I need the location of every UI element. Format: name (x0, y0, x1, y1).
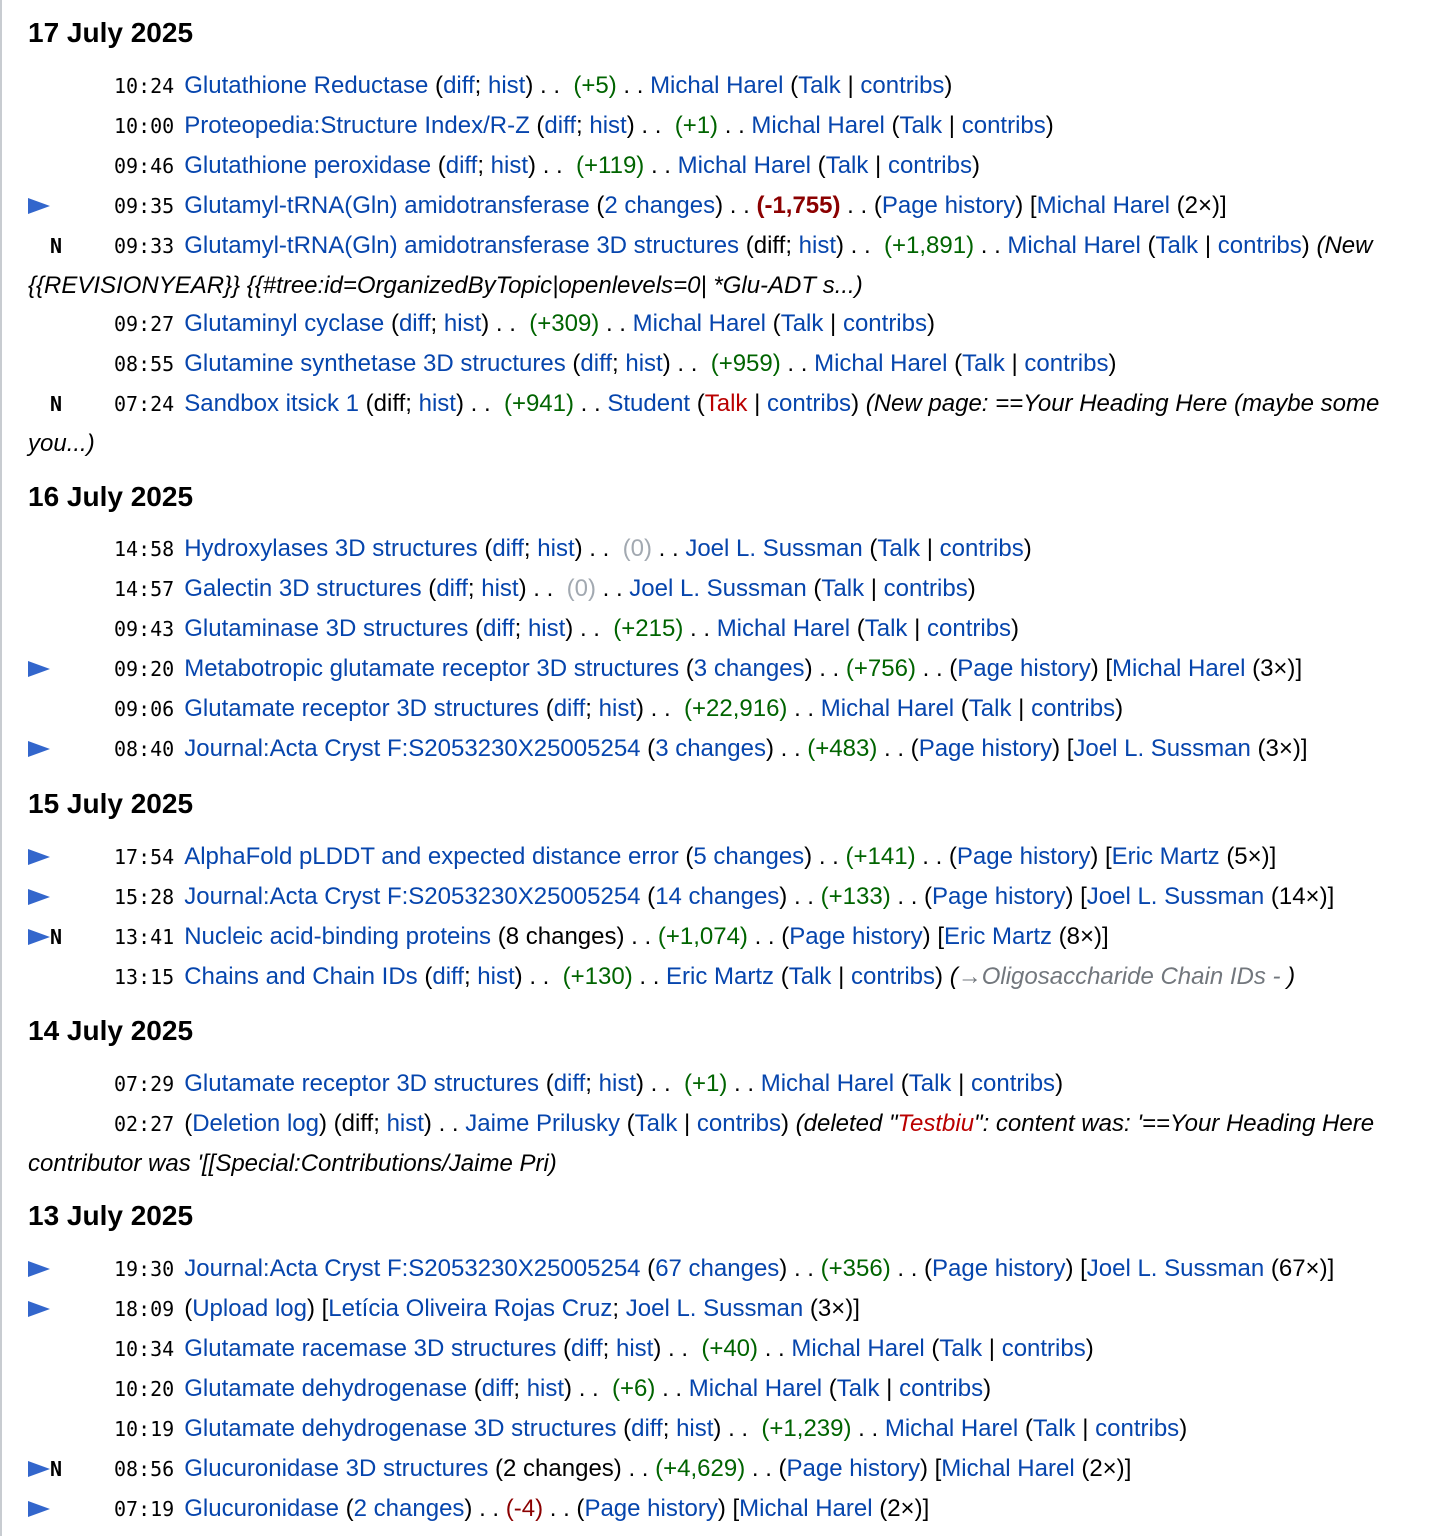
talk-link[interactable]: Talk (962, 350, 1005, 377)
user-link[interactable]: Eric Martz (943, 923, 1052, 950)
change-time: 19:30 (114, 1257, 175, 1281)
edit-count: (67×) (1270, 1255, 1328, 1282)
changes-text: 8 changes (505, 923, 617, 950)
new-page-flag: N (50, 925, 63, 949)
change-time: 10:20 (114, 1377, 175, 1401)
change-row: 10:00 Proteopedia:Structure Index/R-Z (diff; hist) . . (+1) . . Michal Harel (Talk | contribs) (114, 112, 1054, 139)
diff-text: diff (373, 390, 406, 417)
change-row: 10:19 Glutamate dehydrogenase 3D structures (diff; hist) . . (+1,239) . . Michal Harel (Talk | contribs) (114, 1415, 1188, 1442)
grouped-change-row: 08:40 Journal:Acta Cryst F:S2053230X25005254 (3 changes) . . (+483) . . (Page history) [Joel L. Sussman (3×)] (28, 729, 1454, 769)
size-change: (0) (622, 535, 652, 562)
diff-link[interactable]: diff (631, 1415, 663, 1442)
contribs-link[interactable]: contribs (961, 112, 1046, 139)
user-link[interactable]: Joel L. Sussman (685, 535, 863, 562)
changes-link[interactable]: 2 changes (353, 1495, 465, 1522)
change-time: 08:40 (114, 737, 175, 761)
changes-text: 2 changes (503, 1455, 614, 1482)
user-link[interactable]: Michal Harel (739, 1495, 873, 1522)
user-link[interactable]: Michal Harel (814, 350, 948, 377)
user-link[interactable]: Michal Harel (632, 310, 767, 337)
page-title-link[interactable]: AlphaFold pLDDT and expected distance error (184, 843, 679, 870)
hist-link[interactable]: hist (477, 963, 515, 990)
log-summary-continued: contributor was '[[Special:Contributions/Jaime Pri) (28, 1150, 557, 1177)
size-change: (+356) (820, 1255, 891, 1282)
hist-link[interactable]: hist (481, 575, 519, 602)
page-history-link[interactable]: Page history (918, 735, 1053, 762)
edit-count: (3×) (1252, 655, 1296, 682)
expand-arrow-icon[interactable] (28, 186, 50, 226)
hist-link[interactable]: hist (798, 232, 837, 259)
page-title-link[interactable]: Glutamine synthetase 3D structures (184, 350, 566, 377)
hist-link[interactable]: hist (490, 152, 529, 179)
talk-link[interactable]: Talk (864, 615, 908, 642)
diff-link[interactable]: diff (481, 1375, 514, 1402)
page-title-link[interactable]: Proteopedia:Structure Index/R-Z (184, 112, 530, 139)
user-link[interactable]: Eric Martz (666, 963, 775, 990)
contribs-link[interactable]: contribs (883, 575, 968, 602)
change-time: 09:20 (114, 657, 175, 681)
size-change: (+6) (612, 1375, 656, 1402)
page-title-link[interactable]: Nucleic acid-binding proteins (184, 923, 492, 950)
diff-link[interactable]: diff (553, 695, 586, 722)
new-page-flag: N (50, 1457, 63, 1481)
change-row: N 09:33 Glutamyl-tRNA(Gln) amidotransferase 3D structures (diff; hist) . . (+1,891) . . Michal Harel (Talk | contribs) (New {{REVISIONYEAR}} {{#tree:id=OrganizedByTopic|openlevels=0| *Glu-ADT s...) (28, 226, 1454, 306)
day-group (28, 16, 1454, 50)
talk-link[interactable]: Talk (821, 575, 865, 602)
day-heading: 16 July 2025 (28, 481, 194, 512)
size-change: (+1) (684, 1070, 728, 1097)
page-title-link[interactable]: Glutathione Reductase (184, 72, 429, 99)
edit-count: (5×) (1226, 843, 1270, 870)
change-row: 09:06 Glutamate receptor 3D structures (diff; hist) . . (+22,916) . . Michal Harel (Talk | contribs) (114, 695, 1124, 722)
user-link[interactable]: Michal Harel (791, 1335, 925, 1362)
size-change: (+141) (845, 843, 916, 870)
changes-link[interactable]: 67 changes (655, 1255, 780, 1282)
user-link[interactable]: Eric Martz (1111, 843, 1220, 870)
change-time: 08:56 (114, 1457, 175, 1481)
edit-count: (8×) (1058, 923, 1103, 950)
changes-link[interactable]: 3 changes (693, 655, 805, 682)
day-group (28, 787, 1454, 821)
talk-link[interactable]: Talk (825, 152, 869, 179)
new-page-flag: N (50, 234, 63, 258)
day-heading: 15 July 2025 (28, 788, 194, 819)
user-link[interactable]: Michal Harel (884, 1415, 1019, 1442)
change-time: 10:34 (114, 1337, 175, 1361)
contribs-link[interactable]: contribs (842, 310, 927, 337)
change-time: 07:29 (114, 1072, 175, 1096)
contribs-link[interactable]: contribs (1031, 695, 1116, 722)
size-change: (+22,916) (684, 695, 788, 722)
hist-link[interactable]: hist (443, 310, 482, 337)
grouped-change-row: 15:28 Journal:Acta Cryst F:S2053230X25005254 (14 changes) . . (+133) . . (Page history) [Joel L. Sussman (14×)] (28, 877, 1454, 917)
user-link[interactable]: Michal Harel (751, 112, 885, 139)
hist-link[interactable]: hist (625, 350, 663, 377)
change-row: 07:29 Glutamate receptor 3D structures (diff; hist) . . (+1) . . Michal Harel (Talk | contribs) (114, 1070, 1064, 1097)
user-link[interactable]: Letícia Oliveira Rojas Cruz (328, 1295, 613, 1322)
talk-link[interactable]: Talk (798, 72, 841, 99)
edit-summary-continued: {{REVISIONYEAR}} {{#tree:id=OrganizedByTopic|openlevels=0| *Glu-ADT s...) (28, 272, 863, 299)
user-link[interactable]: Michal Harel (650, 72, 784, 99)
diff-link[interactable]: diff (544, 112, 576, 139)
contribs-link[interactable]: contribs (1001, 1335, 1086, 1362)
grouped-change-row: 19:30 Journal:Acta Cryst F:S2053230X25005254 (67 changes) . . (+356) . . (Page history) [Joel L. Sussman (67×)] (28, 1249, 1454, 1289)
size-change: (+5) (573, 72, 617, 99)
size-change: (+941) (503, 390, 574, 417)
page-title-link[interactable]: Sandbox itsick 1 (184, 390, 359, 417)
size-change: (+133) (820, 883, 891, 910)
size-change: (+1,239) (761, 1415, 852, 1442)
user-link[interactable]: Michal Harel (941, 1455, 1075, 1482)
edit-count: (14×) (1270, 883, 1328, 910)
change-row: N 07:24 Sandbox itsick 1 (diff; hist) . . (+941) . . Student (Talk | contribs) (New page: ==Your Heading Here (maybe some you...) (28, 384, 1454, 464)
page-title-link[interactable]: Metabotropic glutamate receptor 3D structures (184, 655, 680, 682)
user-link[interactable]: Joel L. Sussman (1073, 735, 1251, 762)
user-link[interactable]: Joel L. Sussman (629, 575, 807, 602)
change-time: 10:24 (114, 74, 175, 98)
contribs-link[interactable]: contribs (1024, 350, 1109, 377)
talk-link[interactable]: Talk (836, 1375, 880, 1402)
contribs-link[interactable]: contribs (971, 1070, 1056, 1097)
expand-arrow-icon[interactable] (28, 1249, 50, 1289)
hist-link[interactable]: hist (386, 1110, 424, 1137)
contribs-link[interactable]: contribs (899, 1375, 984, 1402)
page-title-link[interactable]: Glutaminase 3D structures (184, 615, 469, 642)
deletion-log-link[interactable]: Deletion log (192, 1110, 319, 1137)
talk-link[interactable]: Talk (899, 112, 943, 139)
talk-link[interactable]: Talk (939, 1335, 983, 1362)
grouped-change-row: N 13:41 Nucleic acid-binding proteins (8 changes) . . (+1,074) . . (Page history) [Eric Martz (8×)] (28, 917, 1454, 957)
size-change: (+309) (529, 310, 600, 337)
grouped-change-row: 09:20 Metabotropic glutamate receptor 3D structures (3 changes) . . (+756) . . (Page history) [Michal Harel (3×)] (28, 649, 1454, 689)
page-title-link[interactable]: Glucuronidase (184, 1495, 339, 1522)
talk-link[interactable]: Talk (1155, 232, 1199, 259)
size-change: (+756) (845, 655, 916, 682)
user-link[interactable]: Joel L. Sussman (625, 1295, 804, 1322)
page-title-link[interactable]: Glutamate receptor 3D structures (184, 1070, 540, 1097)
change-row: 14:57 Galectin 3D structures (diff; hist) . . (0) . . Joel L. Sussman (Talk | contribs) (114, 575, 976, 602)
edit-count: (2×) (1081, 1455, 1125, 1482)
change-row: 09:46 Glutathione peroxidase (diff; hist) . . (+119) . . Michal Harel (Talk | contribs) (114, 152, 980, 179)
contribs-link[interactable]: contribs (939, 535, 1024, 562)
expand-arrow-icon[interactable] (28, 917, 50, 957)
user-link[interactable]: Michal Harel (688, 1375, 823, 1402)
page-history-link[interactable]: Page history (957, 655, 1091, 682)
changes-link[interactable]: 3 changes (655, 735, 766, 762)
log-summary-post: ": content was: '==Your Heading Here (974, 1110, 1375, 1137)
change-row: 09:43 Glutaminase 3D structures (diff; hist) . . (+215) . . Michal Harel (Talk | contribs) (114, 615, 1020, 642)
talk-link[interactable]: Talk (788, 963, 832, 990)
size-change: (-1,755) (756, 192, 841, 219)
talk-link[interactable]: Talk (877, 535, 921, 562)
change-row: 08:55 Glutamine synthetase 3D structures (diff; hist) . . (+959) . . Michal Harel (Talk | contribs) (114, 350, 1117, 377)
diff-link[interactable]: diff (436, 575, 468, 602)
change-row: 14:58 Hydroxylases 3D structures (diff; hist) . . (0) . . Joel L. Sussman (Talk | contribs) (114, 535, 1032, 562)
change-time: 17:54 (114, 845, 175, 869)
page-title-link[interactable]: Journal:Acta Cryst F:S2053230X25005254 (184, 735, 641, 762)
diff-link[interactable]: diff (445, 152, 478, 179)
size-change: (+1,074) (657, 923, 748, 950)
page-history-link[interactable]: Page history (789, 923, 923, 950)
size-change: (0) (566, 575, 596, 602)
changes-link[interactable]: 14 changes (655, 883, 780, 910)
expand-arrow-icon[interactable] (28, 1449, 50, 1489)
user-link[interactable]: Michal Harel (1036, 192, 1170, 219)
hist-link[interactable]: hist (598, 695, 636, 722)
change-time: 07:19 (114, 1497, 175, 1521)
contribs-link[interactable]: contribs (696, 1110, 781, 1137)
day-group (28, 1014, 1454, 1048)
grouped-change-row: N 08:56 Glucuronidase 3D structures (2 changes) . . (+4,629) . . (Page history) [Michal Harel (2×)] (28, 1449, 1454, 1489)
user-link[interactable]: Michal Harel (1007, 232, 1141, 259)
size-change: (+1) (674, 112, 719, 139)
user-link[interactable]: Joel L. Sussman (1086, 883, 1265, 910)
change-time: 10:00 (114, 114, 175, 138)
day-group (28, 480, 1454, 514)
hist-link[interactable]: hist (615, 1335, 654, 1362)
diff-link[interactable]: diff (398, 310, 431, 337)
expand-arrow-icon[interactable] (28, 877, 50, 917)
diff-text: diff (341, 1110, 374, 1137)
page-title-link[interactable]: Glutamate receptor 3D structures (184, 695, 540, 722)
size-change: (+215) (613, 615, 684, 642)
size-change: (+1,891) (884, 232, 975, 259)
hist-link[interactable]: hist (526, 1375, 565, 1402)
changes-link[interactable]: 5 changes (693, 843, 805, 870)
hist-link[interactable]: hist (488, 72, 526, 99)
left-border (0, 0, 2, 1536)
user-link[interactable]: Michal Harel (716, 615, 851, 642)
size-change: (+959) (710, 350, 781, 377)
hist-link[interactable]: hist (589, 112, 627, 139)
change-time: 09:33 (114, 234, 175, 258)
diff-link[interactable]: diff (432, 963, 464, 990)
day-heading: 17 July 2025 (28, 17, 194, 48)
page-title-link[interactable]: Glutamate racemase 3D structures (184, 1335, 557, 1362)
change-row: 10:24 Glutathione Reductase (diff; hist) . . (+5) . . Michal Harel (Talk | contribs) (114, 72, 953, 99)
change-row: 10:20 Glutamate dehydrogenase (diff; hist) . . (+6) . . Michal Harel (Talk | contribs) (114, 1375, 992, 1402)
diff-link[interactable]: diff (553, 1070, 586, 1097)
hist-link[interactable]: hist (676, 1415, 714, 1442)
log-summary-pre: (deleted " (795, 1110, 898, 1137)
hist-link[interactable]: hist (527, 615, 566, 642)
day-heading: 14 July 2025 (28, 1015, 194, 1046)
change-time: 14:57 (114, 577, 175, 601)
talk-link[interactable]: Talk (908, 1070, 952, 1097)
user-link[interactable]: Michal Harel (677, 152, 812, 179)
expand-arrow-icon[interactable] (28, 1489, 50, 1529)
grouped-change-row: 17:54 AlphaFold pLDDT and expected distance error (5 changes) . . (+141) . . (Page history) [Eric Martz (5×)] (28, 837, 1454, 877)
page-history-link[interactable]: Page history (932, 883, 1066, 910)
user-link[interactable]: Jaime Prilusky (465, 1110, 620, 1137)
hist-link[interactable]: hist (537, 535, 575, 562)
page-title-link[interactable]: Hydroxylases 3D structures (184, 535, 478, 562)
edit-count: (2×) (1176, 192, 1220, 219)
hist-link[interactable]: hist (598, 1070, 636, 1097)
change-time: 18:09 (114, 1297, 175, 1321)
page-title-link[interactable]: Galectin 3D structures (184, 575, 422, 602)
page-history-link[interactable]: Page history (932, 1255, 1066, 1282)
page-title-link[interactable]: Journal:Acta Cryst F:S2053230X25005254 (184, 1255, 641, 1282)
edit-count: (3×) (809, 1295, 854, 1322)
day-heading: 13 July 2025 (28, 1200, 194, 1231)
diff-link[interactable]: diff (492, 535, 524, 562)
log-row: 02:27 (Deletion log) (diff; hist) . . Jaime Prilusky (Talk | contribs) (deleted "Testbiu": content was: '==Your Heading Here contributor was '[[Special:Contributions/Jaime Pri) (28, 1104, 1454, 1184)
day-group (28, 1199, 1454, 1233)
page-title-link[interactable]: Glutamyl-tRNA(Gln) amidotransferase 3D structures (184, 232, 740, 259)
talk-link[interactable]: Talk (968, 695, 1012, 722)
page-title-link[interactable]: Glutamate dehydrogenase (184, 1375, 468, 1402)
edit-count: (3×) (1257, 735, 1301, 762)
grouped-change-row: 09:35 Glutamyl-tRNA(Gln) amidotransferase (2 changes) . . (-1,755) . . (Page history) [Michal Harel (2×)] (28, 186, 1454, 226)
user-link[interactable]: Joel L. Sussman (1086, 1255, 1265, 1282)
contribs-link[interactable]: contribs (927, 615, 1012, 642)
diff-link[interactable]: diff (580, 350, 612, 377)
talk-link[interactable]: Talk (704, 390, 748, 417)
contribs-link[interactable]: contribs (1095, 1415, 1180, 1442)
diff-link[interactable]: diff (443, 72, 475, 99)
change-time: 15:28 (114, 885, 175, 909)
diff-link[interactable]: diff (483, 615, 515, 642)
change-time: 09:46 (114, 154, 175, 178)
page-title-link[interactable]: Chains and Chain IDs (184, 963, 418, 990)
size-change: (+483) (807, 735, 878, 762)
changes-link[interactable]: 2 changes (604, 192, 716, 219)
expand-arrow-icon[interactable] (28, 1289, 50, 1329)
expand-arrow-icon[interactable] (28, 729, 50, 769)
change-time: 08:55 (114, 352, 175, 376)
expand-arrow-icon[interactable] (28, 837, 50, 877)
edit-count: (2×) (879, 1495, 923, 1522)
diff-text: diff (753, 232, 786, 259)
edit-summary-continued: you...) (28, 430, 95, 457)
page-title-link[interactable]: Glutamyl-tRNA(Gln) amidotransferase (184, 192, 590, 219)
contribs-link[interactable]: contribs (850, 963, 936, 990)
deleted-page-link[interactable]: Testbiu (897, 1110, 975, 1137)
change-row: 10:34 Glutamate racemase 3D structures (diff; hist) . . (+40) . . Michal Harel (Talk | contribs) (114, 1335, 1094, 1362)
change-time: 07:24 (114, 392, 175, 416)
diff-link[interactable]: diff (571, 1335, 603, 1362)
edit-summary: (New page: ==Your Heading Here (maybe some (865, 390, 1380, 417)
grouped-log-row: 18:09 (Upload log) [Letícia Oliveira Rojas Cruz; Joel L. Sussman (3×)] (28, 1289, 1454, 1329)
user-link[interactable]: Michal Harel (820, 695, 955, 722)
size-change: (+4,629) (655, 1455, 746, 1482)
page-history-link[interactable]: Page history (786, 1455, 920, 1482)
talk-link[interactable]: Talk (634, 1110, 678, 1137)
page-title-link[interactable]: Glucuronidase 3D structures (184, 1455, 489, 1482)
change-row: 09:27 Glutaminyl cyclase (diff; hist) . . (+309) . . Michal Harel (Talk | contribs) (114, 310, 935, 337)
change-time: 14:58 (114, 537, 175, 561)
size-change: (+119) (576, 152, 645, 179)
upload-log-link[interactable]: Upload log (192, 1295, 307, 1322)
change-row: 13:15 Chains and Chain IDs (diff; hist) . . (+130) . . Eric Martz (Talk | contribs) (→Oligosaccharide Chain IDs - ) (114, 963, 1296, 990)
page-title-link[interactable]: Glutamate dehydrogenase 3D structures (184, 1415, 617, 1442)
new-page-flag: N (50, 392, 63, 416)
page-history-link[interactable]: Page history (584, 1495, 718, 1522)
expand-arrow-icon[interactable] (28, 649, 50, 689)
grouped-change-row: 07:19 Glucuronidase (2 changes) . . (-4) . . (Page history) [Michal Harel (2×)] (28, 1489, 1454, 1529)
contribs-link[interactable]: contribs (1217, 232, 1302, 259)
user-link[interactable]: Student (607, 390, 691, 417)
hist-link[interactable]: hist (418, 390, 456, 417)
edit-summary: (New (1316, 232, 1373, 259)
change-time: 09:27 (114, 312, 175, 336)
page-history-link[interactable]: Page history (956, 843, 1091, 870)
contribs-link[interactable]: contribs (860, 72, 945, 99)
change-time: 10:19 (114, 1417, 175, 1441)
page-title-link[interactable]: Journal:Acta Cryst F:S2053230X25005254 (184, 883, 641, 910)
page-title-link[interactable]: Glutathione peroxidase (184, 152, 432, 179)
section-link[interactable]: →Oligosaccharide Chain IDs - (957, 963, 1288, 990)
size-change: (+40) (701, 1335, 759, 1362)
change-time: 09:06 (114, 697, 175, 721)
talk-link[interactable]: Talk (780, 310, 824, 337)
user-link[interactable]: Michal Harel (1112, 655, 1246, 682)
change-time: 02:27 (114, 1112, 175, 1136)
contribs-link[interactable]: contribs (767, 390, 852, 417)
change-time: 13:15 (114, 965, 175, 989)
size-change: (+130) (562, 963, 633, 990)
size-change: (-4) (505, 1495, 544, 1522)
contribs-link[interactable]: contribs (887, 152, 972, 179)
change-time: 13:41 (114, 925, 175, 949)
user-link[interactable]: Michal Harel (760, 1070, 895, 1097)
change-time: 09:43 (114, 617, 175, 641)
page-history-link[interactable]: Page history (881, 192, 1016, 219)
change-time: 09:35 (114, 194, 175, 218)
talk-link[interactable]: Talk (1032, 1415, 1076, 1442)
page-title-link[interactable]: Glutaminyl cyclase (184, 310, 385, 337)
